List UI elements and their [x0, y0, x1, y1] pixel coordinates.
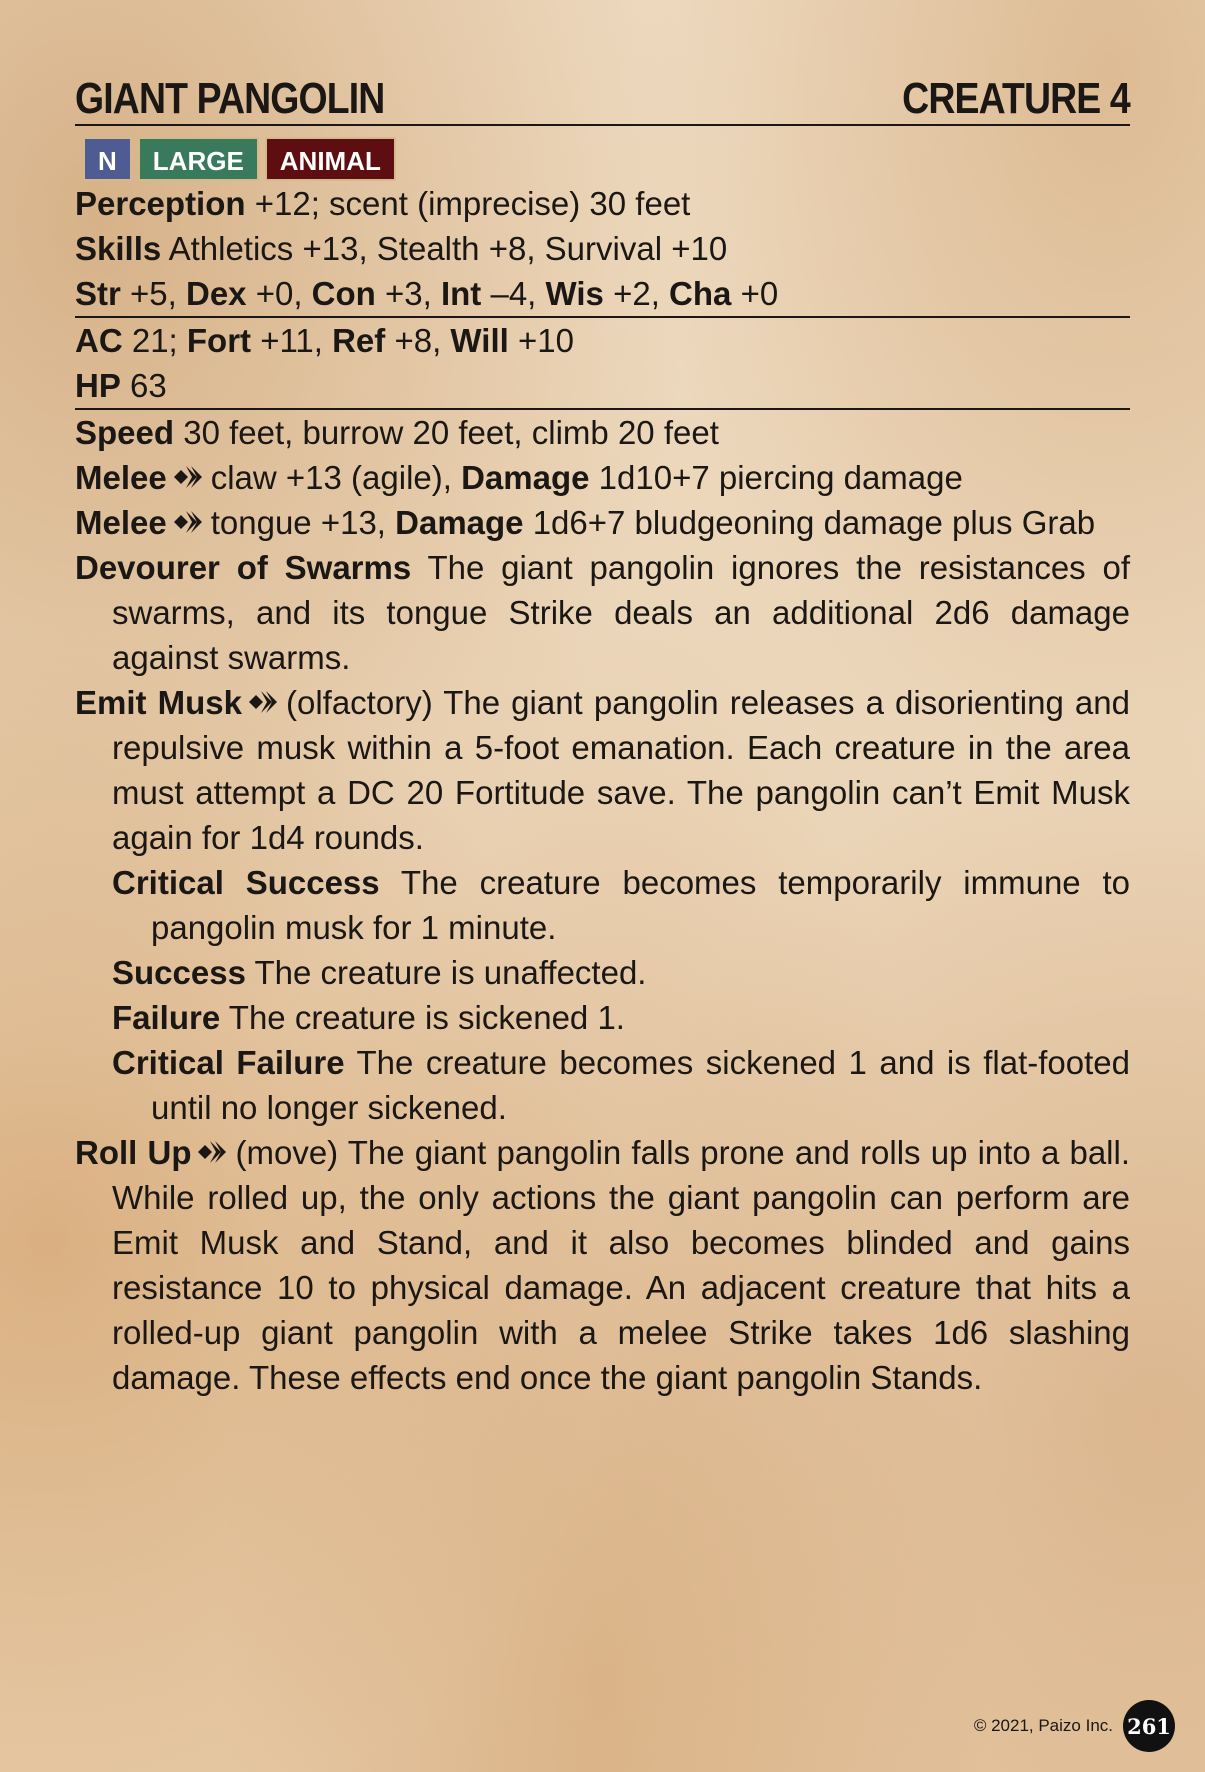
str-value: +5,: [130, 275, 177, 312]
ability-roll-up: [75, 1130, 1130, 1400]
outcome-label: Critical Success: [112, 864, 380, 901]
stat-block-header: [75, 72, 1130, 126]
trait-alignment: N: [83, 137, 132, 181]
ref-label: Ref: [332, 322, 386, 359]
speed-text: 30 feet, burrow 20 feet, climb 20 feet: [183, 414, 719, 451]
fort-label: Fort: [186, 322, 252, 359]
outcome-text: The creature becomes temporarily immune to pangolin musk for 1 minute.: [151, 864, 1131, 946]
single-action-icon: [171, 507, 207, 537]
dex-label: Dex: [185, 275, 247, 312]
melee-label: Melee: [75, 459, 167, 496]
page-footer: [974, 1700, 1175, 1752]
damage-label: Damage: [461, 459, 590, 496]
single-action-icon: [246, 687, 282, 717]
outcome-critical-success: [112, 860, 1130, 950]
con-value: +3,: [385, 275, 432, 312]
melee-claw-line: [75, 455, 1130, 500]
ac-label: AC: [75, 322, 123, 359]
ability-emit-musk: [75, 680, 1130, 860]
skills-line: [75, 226, 1130, 271]
ability-text: The giant pangolin ignores the resistances of swarms, and its tongue Strike deals an additional 2d6 damage against swarms.: [112, 549, 1130, 676]
hp-label: HP: [75, 367, 121, 404]
page-number: 261: [1123, 1700, 1175, 1752]
skills-text: Athletics +13, Stealth +8, Survival +10: [168, 230, 728, 267]
cha-label: Cha: [669, 275, 732, 312]
trait-type: ANIMAL: [265, 137, 396, 181]
stat-block: [75, 72, 1130, 1400]
will-value: +10: [517, 322, 574, 359]
ac-value: 21;: [131, 322, 178, 359]
dex-value: +0,: [255, 275, 303, 312]
melee-tongue-text: tongue +13,: [210, 504, 386, 541]
ability-scores-line: [75, 271, 1130, 318]
perception-text: +12; scent (imprecise) 30 feet: [254, 185, 691, 222]
creature-name: GIANT PANGOLIN: [75, 74, 385, 123]
outcome-text: The creature is sickened 1.: [228, 999, 625, 1036]
outcome-label: Critical Failure: [112, 1044, 345, 1081]
copyright-notice: © 2021, Paizo Inc.: [973, 1716, 1113, 1735]
outcome-success: [112, 950, 1130, 995]
cha-value: +0: [740, 275, 779, 312]
creature-level: CREATURE 4: [902, 74, 1130, 123]
skills-label: Skills: [75, 230, 162, 267]
int-value: –4,: [490, 275, 537, 312]
trait-list: [83, 137, 1130, 181]
str-label: Str: [75, 275, 121, 312]
ability-devourer-of-swarms: [75, 545, 1130, 680]
melee-tongue-line: [75, 500, 1130, 545]
ability-name: Roll Up: [75, 1134, 192, 1171]
ability-text: (olfactory) The giant pangolin releases a disorienting and repulsive musk within a 5-foot emanation. Each creature in the area must attempt a DC 20 Fortitude save. The pangolin can’t Emit Musk again for 1d4 rounds.: [112, 684, 1130, 856]
ability-name: Devourer of Swarms: [75, 549, 412, 586]
outcome-text: The creature is unaffected.: [254, 954, 647, 991]
single-action-icon: [195, 1137, 231, 1167]
single-action-icon: [171, 462, 207, 492]
outcome-text: The creature becomes sickened 1 and is flat-footed until no longer sickened.: [151, 1044, 1130, 1126]
ability-name: Emit Musk: [75, 684, 242, 721]
perception-line: [75, 181, 1130, 226]
int-label: Int: [440, 275, 482, 312]
wis-value: +2,: [613, 275, 660, 312]
ability-text: (move) The giant pangolin falls prone and rolls up into a ball. While rolled up, the only actions the giant pangolin can perform are Emit Musk and Stand, and it also becomes blinded and gains resistance 10 to physical damage. An adjacent creature that hits a rolled-up giant pangolin with a melee Strike takes 1d6 slashing damage. These effects end once the giant pangolin Stands.: [112, 1134, 1131, 1396]
wis-label: Wis: [545, 275, 604, 312]
con-label: Con: [311, 275, 376, 312]
outcome-label: Success: [112, 954, 246, 991]
outcome-critical-failure: [112, 1040, 1130, 1130]
outcome-failure: [112, 995, 1130, 1040]
melee-claw-text: claw +13 (agile),: [210, 459, 452, 496]
hp-value: 63: [130, 367, 167, 404]
speed-line: [75, 410, 1130, 455]
trait-size: LARGE: [138, 137, 259, 181]
fort-value: +11,: [260, 322, 323, 359]
melee-tongue-damage: 1d6+7 bludgeoning damage plus Grab: [532, 504, 1096, 541]
will-label: Will: [450, 322, 509, 359]
speed-label: Speed: [75, 414, 175, 451]
melee-label: Melee: [75, 504, 167, 541]
outcome-label: Failure: [112, 999, 221, 1036]
hp-line: [75, 363, 1130, 410]
perception-label: Perception: [75, 185, 246, 222]
damage-label: Damage: [395, 504, 524, 541]
melee-claw-damage: 1d10+7 piercing damage: [598, 459, 963, 496]
ref-value: +8,: [394, 322, 442, 359]
defense-line: [75, 318, 1130, 363]
